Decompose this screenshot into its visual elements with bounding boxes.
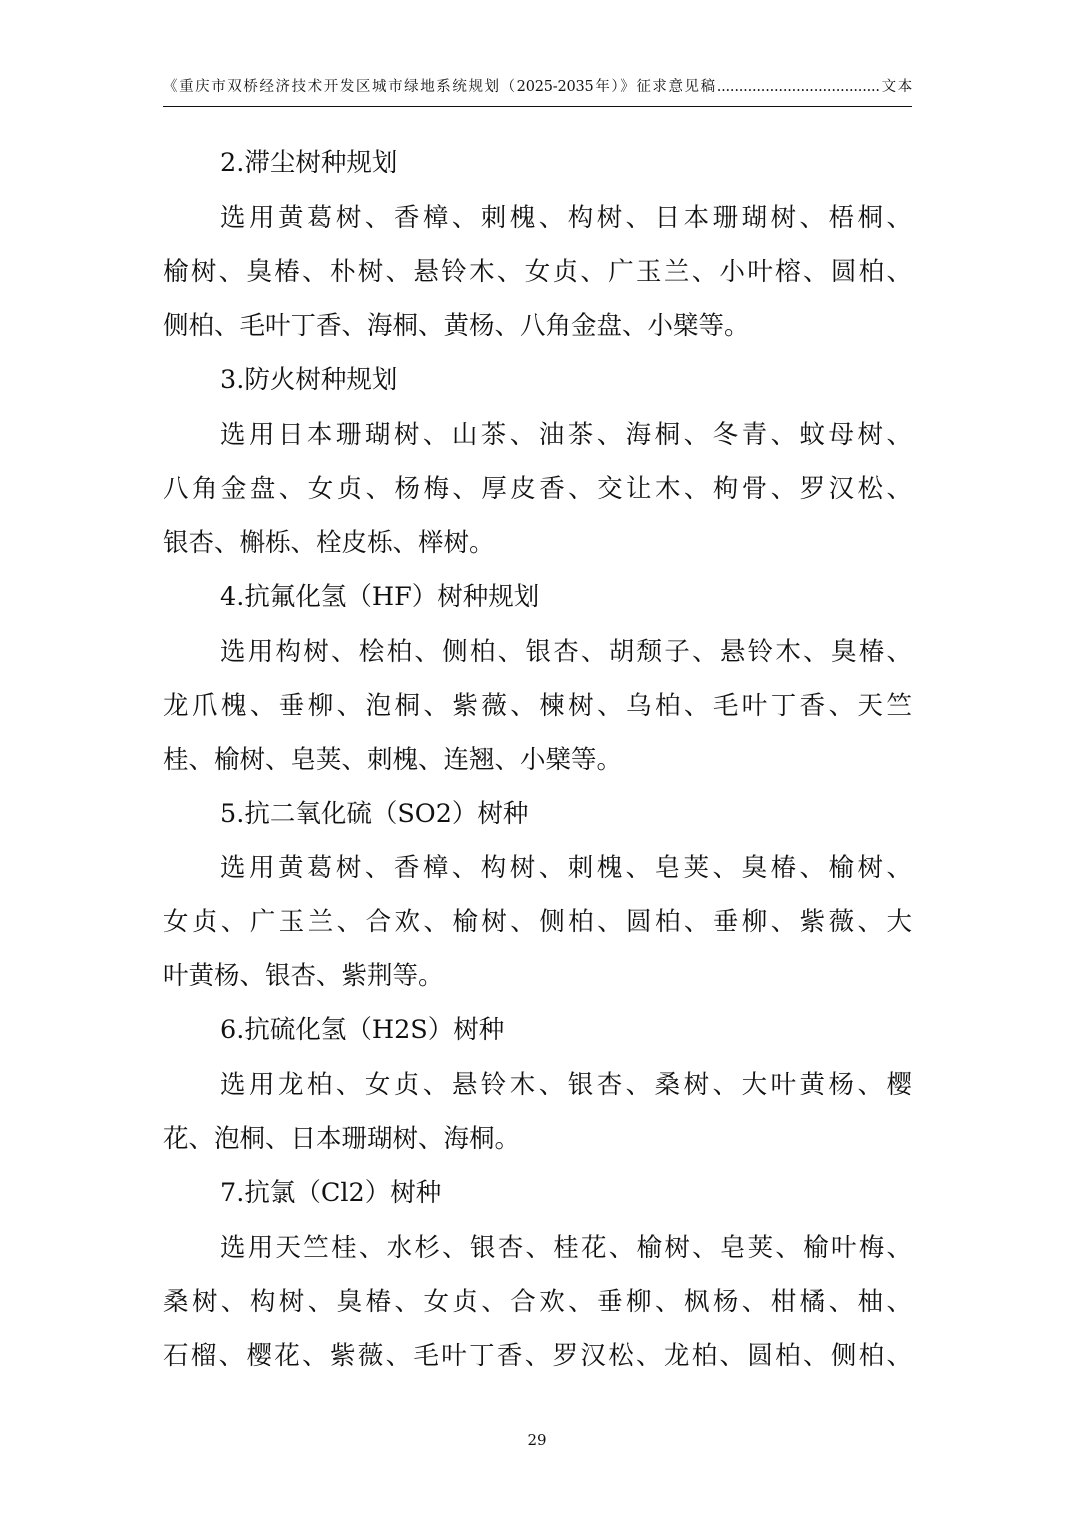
paragraph-line: 女贞、广玉兰、合欢、榆树、侧柏、圆柏、垂柳、紫薇、大 [163, 907, 912, 937]
paragraph-line: 侧柏、毛叶丁香、海桐、黄杨、八角金盘、小檗等。 [163, 311, 750, 341]
section-heading-fire: 3.防火树种规划 [220, 365, 398, 395]
paragraph-line: 八角金盘、女贞、杨梅、厚皮香、交让木、枸骨、罗汉松、 [163, 474, 912, 504]
paragraph-line: 选用日本珊瑚树、山茶、油茶、海桐、冬青、蚊母树、 [220, 420, 912, 450]
paragraph-line: 选用天竺桂、水杉、银杏、桂花、榆树、皂荚、榆叶梅、 [220, 1233, 912, 1263]
section-heading-cl2: 7.抗氯（Cl2）树种 [220, 1178, 442, 1208]
paragraph-line: 石榴、樱花、紫薇、毛叶丁香、罗汉松、龙柏、圆柏、侧柏、 [163, 1341, 912, 1371]
paragraph-line: 叶黄杨、银杏、紫荆等。 [163, 961, 444, 991]
paragraph-line: 银杏、槲栎、栓皮栎、榉树。 [163, 528, 495, 558]
section-heading-hf: 4.抗氟化氢（HF）树种规划 [220, 582, 540, 612]
paragraph-line: 选用构树、桧柏、侧柏、银杏、胡颓子、悬铃木、臭椿、 [220, 637, 912, 667]
section-heading-so2: 5.抗二氧化硫（SO2）树种 [220, 799, 529, 829]
paragraph-line: 桑树、构树、臭椿、女贞、合欢、垂柳、枫杨、柑橘、柚、 [163, 1287, 912, 1317]
paragraph-line: 花、泡桐、日本珊瑚树、海桐。 [163, 1124, 521, 1154]
paragraph-line: 榆树、臭椿、朴树、悬铃木、女贞、广玉兰、小叶榕、圆柏、 [163, 257, 912, 287]
paragraph-line: 选用黄葛树、香樟、构树、刺槐、皂荚、臭椿、榆树、 [220, 853, 912, 883]
paragraph-line: 选用龙柏、女贞、悬铃木、银杏、桑树、大叶黄杨、樱 [220, 1070, 912, 1100]
paragraph-line: 龙爪槐、垂柳、泡桐、紫薇、楝树、乌柏、毛叶丁香、天竺 [163, 691, 912, 721]
running-header: 《重庆市双桥经济技术开发区城市绿地系统规划（2025-2035年）》征求意见稿.....................................文本 [163, 79, 912, 95]
header-divider [163, 106, 912, 107]
paragraph-line: 选用黄葛树、香樟、刺槐、构树、日本珊瑚树、梧桐、 [220, 203, 912, 233]
section-heading-h2s: 6.抗硫化氢（H2S）树种 [220, 1015, 505, 1045]
section-heading-dust: 2.滞尘树种规划 [220, 148, 398, 178]
page-number: 29 [527, 1431, 547, 1449]
paragraph-line: 桂、榆树、皂荚、刺槐、连翘、小檗等。 [163, 745, 623, 775]
